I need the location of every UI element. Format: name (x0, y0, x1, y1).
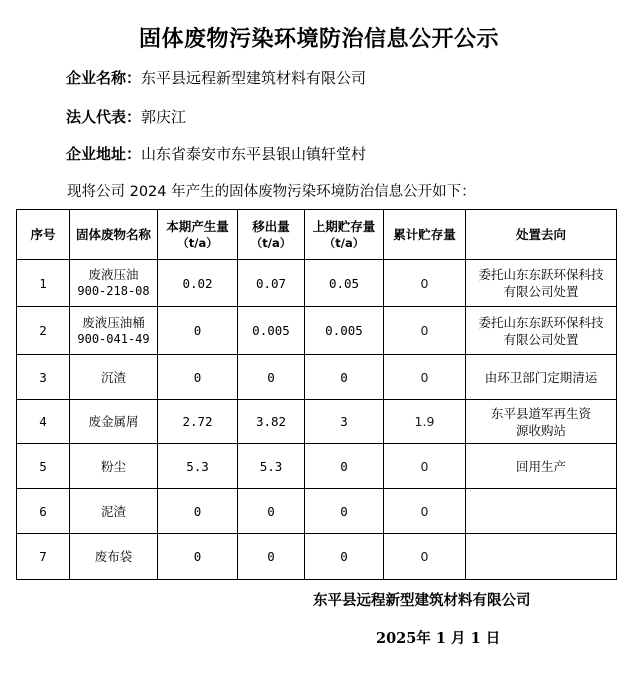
cell-generated: 0 (158, 489, 238, 534)
table-row (17, 260, 617, 307)
cell-prev-stored: 0 (305, 355, 384, 400)
waste-table (16, 209, 617, 580)
cell-cumulative: 0 (384, 534, 466, 580)
cell-name: 废布袋 (70, 534, 158, 580)
cell-generated: 5.3 (158, 444, 238, 489)
cell-disposal: 东平县道军再生资源收购站 (466, 400, 617, 444)
cell-cumulative: 0 (384, 355, 466, 400)
header-index: 序号 (17, 210, 70, 260)
cell-generated: 2.72 (158, 400, 238, 444)
cell-disposal: 由环卫部门定期清运 (466, 355, 617, 400)
cell-name: 废金属屑 (70, 400, 158, 444)
address-line (66, 143, 366, 164)
cell-prev-stored: 0 (305, 489, 384, 534)
cell-removed: 3.82 (238, 400, 305, 444)
cell-disposal: 回用生产 (466, 444, 617, 489)
table-row (17, 307, 617, 355)
cell-index: 5 (17, 444, 70, 489)
header-disposal: 处置去向 (466, 210, 617, 260)
cell-cumulative: 0 (384, 489, 466, 534)
cell-removed: 0.07 (238, 260, 305, 307)
company-name-value: 东平县远程新型建筑材料有限公司 (141, 69, 367, 87)
cell-cumulative: 0 (384, 444, 466, 489)
cell-prev-stored: 0 (305, 444, 384, 489)
cell-prev-stored: 3 (305, 400, 384, 444)
cell-code: 900-218-08 (77, 284, 150, 298)
cell-cumulative: 1.9 (384, 400, 466, 444)
cell-removed: 0 (238, 534, 305, 580)
signature-date: 2025年 1 月 1 日 (376, 630, 501, 647)
cell-prev-stored: 0.05 (305, 260, 384, 307)
legal-rep-line (66, 106, 186, 127)
cell-index: 3 (17, 355, 70, 400)
cell-name: 废液压油桶 900-041-49 (70, 307, 158, 355)
cell-name: 沉渣 (70, 355, 158, 400)
company-signature: 东平县远程新型建筑材料有限公司 (313, 592, 531, 609)
cell-generated: 0 (158, 355, 238, 400)
cell-prev-stored: 0 (305, 534, 384, 580)
cell-disposal: 委托山东东跃环保科技有限公司处置 (466, 260, 617, 307)
cell-removed: 5.3 (238, 444, 305, 489)
cell-cumulative: 0 (384, 260, 466, 307)
legal-rep-label: 法人代表： (66, 108, 142, 126)
intro-text: 现将公司 2024 年产生的固体废物污染环境防治信息公开如下： (67, 184, 476, 200)
cell-index: 1 (17, 260, 70, 307)
cell-code: 900-041-49 (77, 331, 150, 346)
table-row (17, 534, 617, 580)
cell-cumulative: 0 (384, 307, 466, 355)
cell-disposal: 委托山东东跃环保科技有限公司处置 (466, 307, 617, 355)
table-row (17, 489, 617, 534)
header-removed: 移出量 （t/a） (238, 210, 305, 260)
cell-disposal (466, 489, 617, 534)
page-title: 固体废物污染环境防治信息公开公示 (138, 26, 499, 52)
legal-rep-value: 郭庆江 (141, 108, 187, 126)
header-name: 固体废物名称 (70, 210, 158, 260)
cell-disposal (466, 534, 617, 580)
table-row (17, 400, 617, 444)
cell-name: 废液压油 900-218-08 (70, 260, 158, 307)
cell-generated: 0.02 (158, 260, 238, 307)
cell-generated: 0 (158, 534, 238, 580)
cell-index: 7 (17, 534, 70, 580)
cell-removed: 0 (238, 355, 305, 400)
cell-index: 6 (17, 489, 70, 534)
cell-removed: 0.005 (238, 307, 305, 355)
address-value: 山东省泰安市东平县银山镇轩堂村 (141, 145, 367, 163)
header-cumulative: 累计贮存量 (384, 210, 466, 260)
table-row (17, 355, 617, 400)
cell-name: 泥渣 (70, 489, 158, 534)
cell-index: 2 (17, 307, 70, 355)
table-header-row (17, 210, 617, 260)
address-label: 企业地址： (66, 145, 142, 163)
cell-generated: 0 (158, 307, 238, 355)
header-prev-stored: 上期贮存量 （t/a） (305, 210, 384, 260)
table-row (17, 444, 617, 489)
cell-prev-stored: 0.005 (305, 307, 384, 355)
company-name-label: 企业名称： (66, 69, 142, 87)
cell-removed: 0 (238, 489, 305, 534)
company-name-line (66, 67, 366, 88)
cell-name: 粉尘 (70, 444, 158, 489)
header-generated: 本期产生量 （t/a） (158, 210, 238, 260)
cell-index: 4 (17, 400, 70, 444)
